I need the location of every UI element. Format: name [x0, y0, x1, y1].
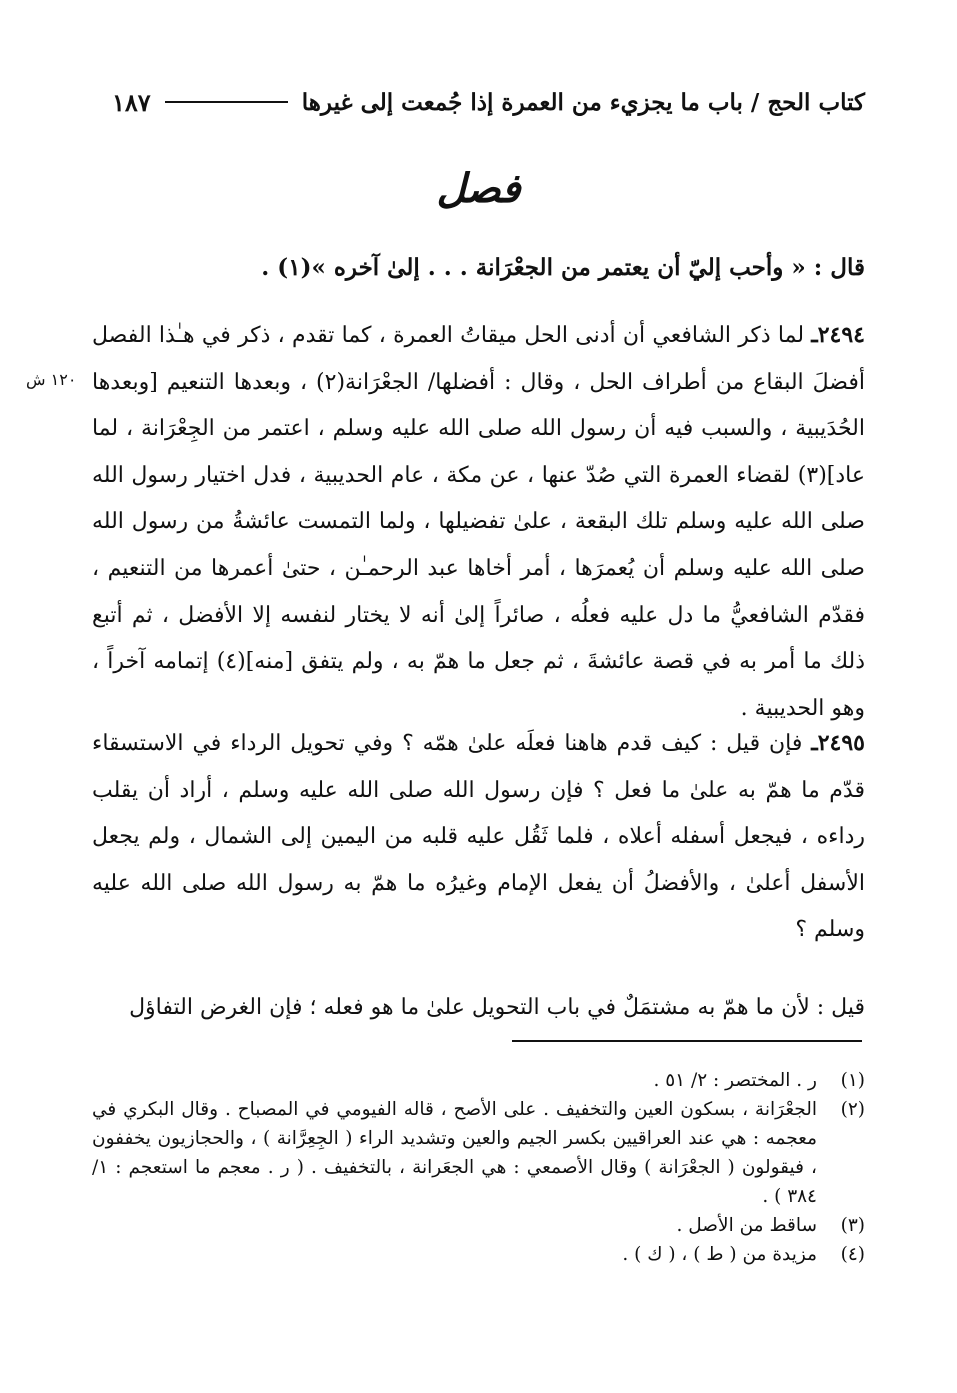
- quoted-text: قال : « وأحب إليّ أن يعتمر من الجعْرَانة . . . إلىٰ آخره »(١) .: [261, 254, 865, 281]
- footnote-text: مزيدة من ( ط ) ، ( ك ) .: [622, 1244, 817, 1265]
- footnote: [92, 1066, 865, 1095]
- footnote-text: الجعْرَانة ، بسكون العين والتخفيف . على الأصح ، قاله الفيومي في المصباح . وقال البكري في معجمه : هي عند العراقيين بكسر الجيم والعين وتشديد الراء ( الجِعِرَّانة ) ، والحجازيون يخففون ، فيقولون ( الجعْرَانة ) وقال الأصمعي : هي الجعَرانة ، بالتخفيف . ( ر . معجم ما استعجم : ١/ ٣٨٤ ) .: [92, 1099, 817, 1207]
- section-heading: [0, 165, 957, 212]
- header-title: كتاب الحج / باب ما يجزيء من العمرة إذا جُمعت إلى غيرها: [301, 88, 865, 116]
- footnote: [92, 1211, 865, 1240]
- footnote-text: ساقط من الأصل .: [676, 1215, 817, 1236]
- footnote-number: (١): [840, 1070, 865, 1091]
- paragraph-2495: [92, 720, 865, 954]
- paragraph-text: فإن قيل : كيف قدم هاهنا فعلَه علىٰ همّه ؟ وفي تحويل الرداء في الاستسقاء قدّم ما همّ به علىٰ ما فعل ؟ فإن رسول الله صلى الله عليه وسلم ، أراد أن يقلب رداءه ، فيجعل أسفله أعلاه ، فلما ثَقُل عليه قلبه من اليمين إلى الشمال ، ولم يجعل الأسفل أعلىٰ ، والأفضلُ أن يفعل الإمام وغيرُه ما همّ به رسول الله صلى الله عليه وسلم ؟: [92, 731, 865, 943]
- paragraph-text: قيل : لأن ما همّ به مشتمَلٌ في باب التحويل علىٰ ما هو فعله ؛ فإن الغرض التفاؤل: [129, 995, 865, 1020]
- page-number: ١٨٧: [112, 87, 151, 117]
- footnote-number: (٣): [840, 1215, 865, 1236]
- paragraph-number: ٢٤٩٤ـ: [811, 322, 865, 348]
- paragraph-answer: [92, 985, 865, 1032]
- footnote-number: (٤): [840, 1244, 865, 1265]
- footnote: [92, 1240, 865, 1269]
- footnotes: [92, 1066, 865, 1269]
- footnote: [92, 1095, 865, 1211]
- paragraph-text: لما ذكر الشافعي أن أدنى الحل ميقاتُ العمرة ، كما تقدم ، ذكر في هـٰذا الفصل أفضلَ البقاع من أطراف الحل ، وقال : أفضلها/ الجعْرَانة(٢) ، وبعدها التنعيم [وبعدها الحُدَيبية ، والسبب فيه أن رسول الله صلى الله عليه وسلم ، اعتمر من الجِعْرَانة ، لما عاد](٣) لقضاء العمرة التي صُدّ عنها ، عن مكة ، عام الحديبية ، فدل اختيار رسول الله صلى الله عليه وسلم تلك البقعة ، علىٰ تفضيلها ، ولما التمست عائشةُ من رسول الله صلى الله عليه وسلم أن يُعمرَها ، أمر أخاها عبد الرحمـٰن ، حتىٰ أعمرها من التنعيم ، فقدّم الشافعيُّ ما دل عليه فعلُه ، صائراً إلىٰ أنه لا يختار لنفسه إلا الأفضل ، ثم أتبع ذلك ما أمر به في قصة عائشةَ ، ثم جعل ما همّ به ، ولم يتفق [منه](٤) إتمامه آخراً ، وهو الحديبية .: [92, 323, 866, 721]
- footnote-text: ر . المختصر : ٢/ ٥١ .: [653, 1070, 817, 1091]
- header-rule: [165, 101, 288, 103]
- footnote-number: (٢): [840, 1099, 865, 1120]
- margin-folio-note: ١٢٠ ش: [26, 370, 77, 389]
- paragraph-number: ٢٤٩٥ـ: [811, 730, 865, 756]
- section-heading-text: فصل: [436, 165, 521, 212]
- paragraph-2494: [92, 312, 865, 732]
- footnote-divider: [512, 1040, 862, 1042]
- running-header: [112, 82, 865, 122]
